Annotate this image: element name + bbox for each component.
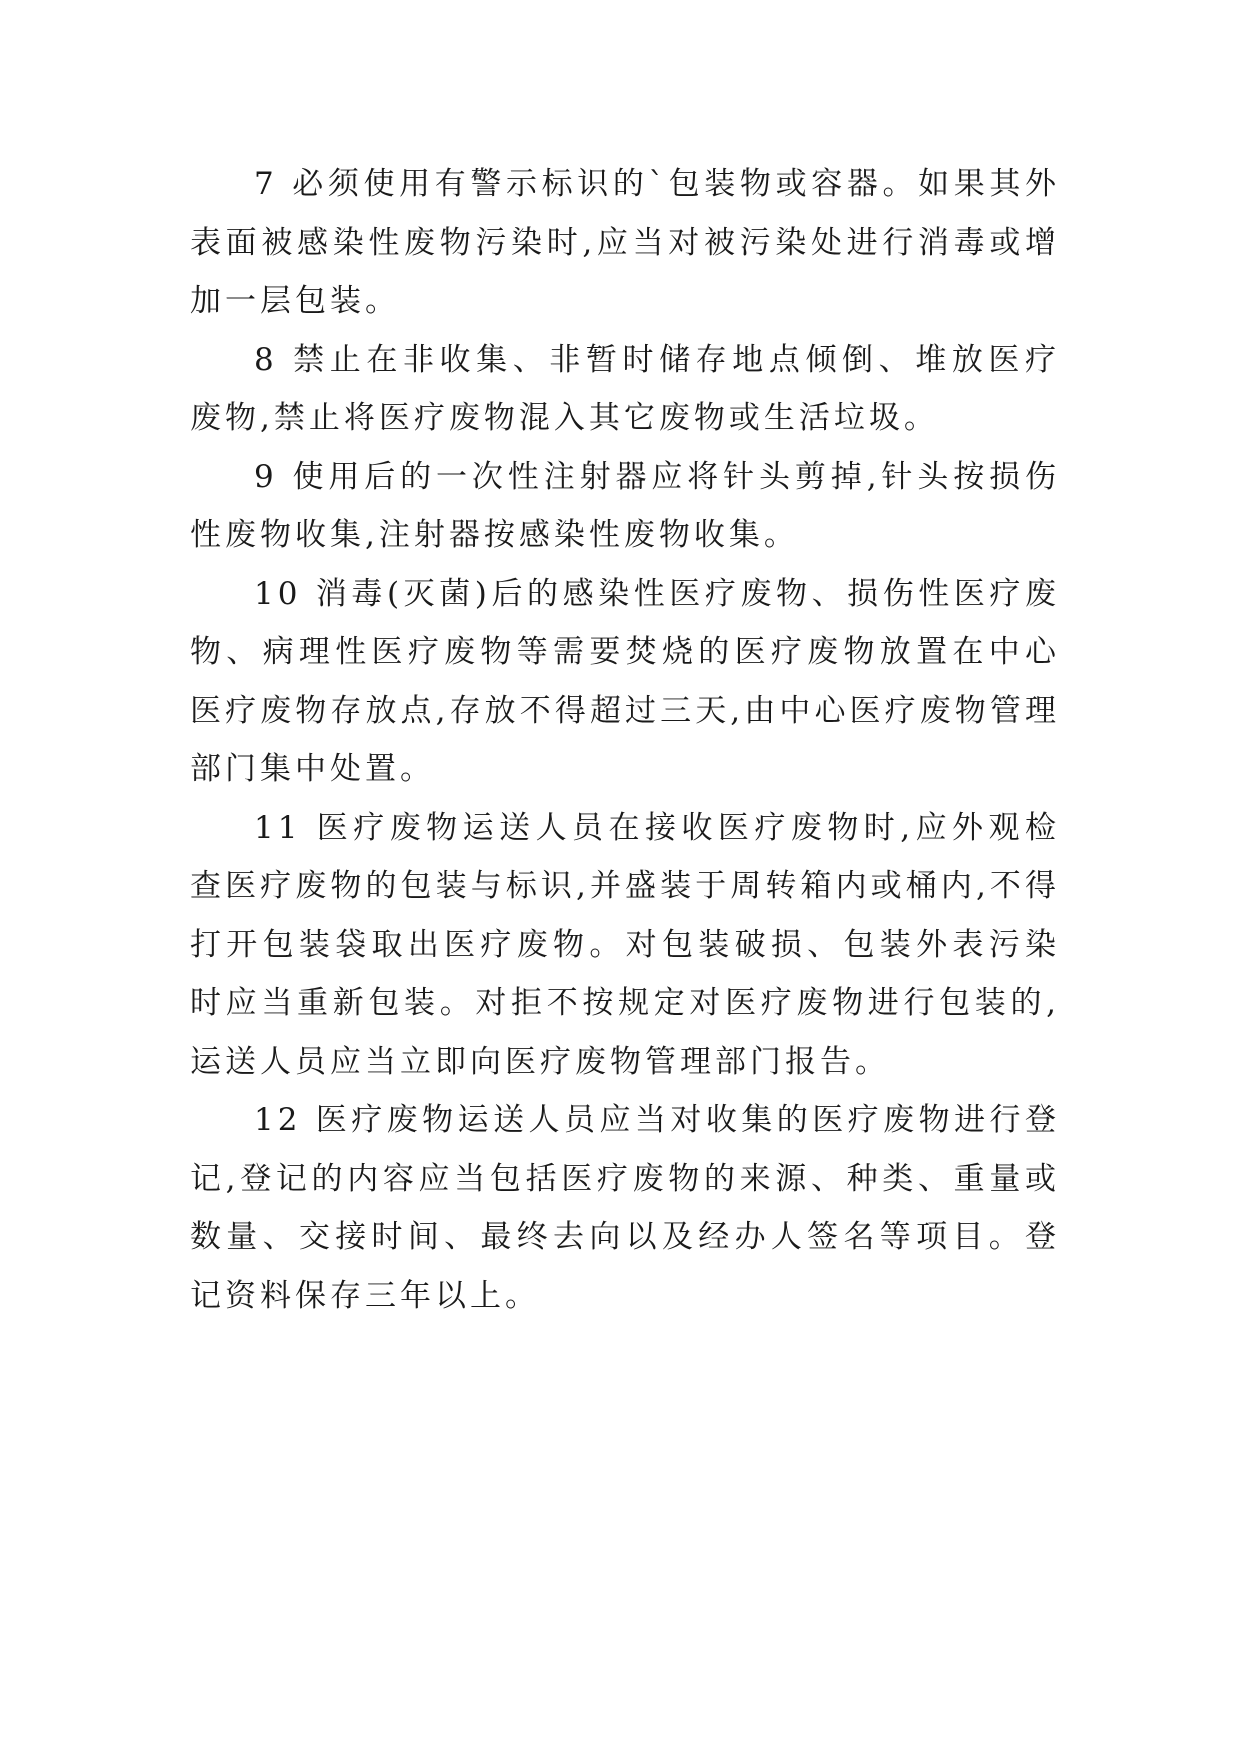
document-body — [190, 155, 1060, 1325]
paragraph-item-11: 11 医疗废物运送人员在接收医疗废物时,应外观检查医疗废物的包装与标识,并盛装于周转箱内或桶内,不得打开包装袋取出医疗废物。对包装破损、包装外表污染时应当重新包装。对拒不按规定对医疗废物进行包装的,运送人员应当立即向医疗废物管理部门报告。 — [190, 809, 1060, 1080]
paragraph-item-10: 10 消毒(灭菌)后的感染性医疗废物、损伤性医疗废物、病理性医疗废物等需要焚烧的医疗废物放置在中心医疗废物存放点,存放不得超过三天,由中心医疗废物管理部门集中处置。 — [190, 575, 1060, 787]
paragraph-item-8: 8 禁止在非收集、非暂时储存地点倾倒、堆放医疗废物,禁止将医疗废物混入其它废物或生活垃圾。 — [190, 341, 1060, 436]
paragraph-item-7: 7 必须使用有警示标识的`包装物或容器。如果其外表面被感染性废物污染时,应当对被污染处进行消毒或增加一层包装。 — [190, 166, 1060, 319]
paragraph-item-12: 12 医疗废物运送人员应当对收集的医疗废物进行登记,登记的内容应当包括医疗废物的来源、种类、重量或数量、交接时间、最终去向以及经办人签名等项目。登记资料保存三年以上。 — [190, 1102, 1060, 1314]
paragraph-item-9: 9 使用后的一次性注射器应将针头剪掉,针头按损伤性废物收集,注射器按感染性废物收集。 — [190, 458, 1060, 553]
